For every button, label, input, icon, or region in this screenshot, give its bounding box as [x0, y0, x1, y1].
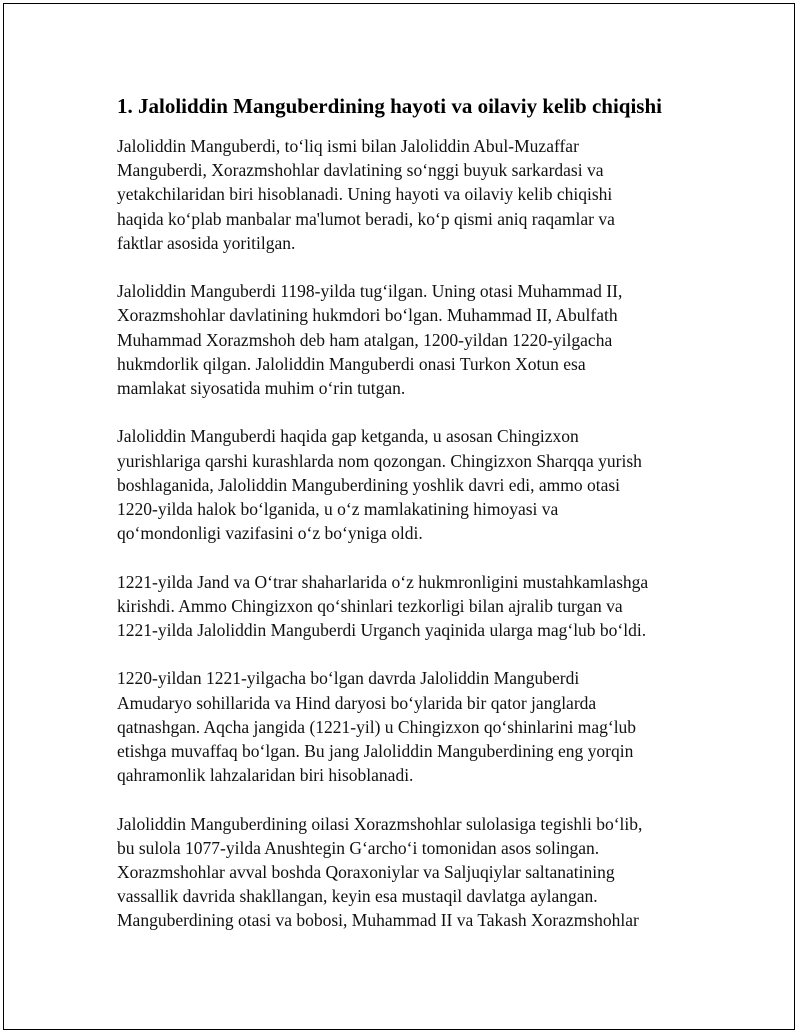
section-heading: 1. Jaloliddin Manguberdining hayoti va oilaviy kelib chiqishi	[117, 94, 662, 118]
paragraph-line: faktlar asosida yoritilgan.	[117, 232, 296, 253]
paragraph-line: Jaloliddin Manguberdi 1198-yilda tug‘ilgan. Uning otasi Muhammad II,	[117, 281, 623, 302]
paragraph-line: Jaloliddin Manguberdi haqida gap ketganda, u asosan Chingizxon	[117, 426, 579, 447]
paragraph-line: qahramonlik lahzalaridan biri hisoblanadi.	[117, 765, 414, 786]
paragraph-line: Manguberdining otasi va bobosi, Muhammad II va Takash Xorazmshohlar	[117, 910, 639, 931]
paragraph	[117, 570, 687, 643]
paragraph-line: Amudaryo sohillarida va Hind daryosi bo‘ylarida bir qator janglarda	[117, 692, 597, 713]
paragraph-line: yetakchilaridan biri hisoblanadi. Uning hayoti va oilaviy kelib chiqishi	[117, 184, 613, 205]
paragraph	[117, 424, 687, 545]
paragraph-line: Muhammad Xorazmshoh deb ham atalgan, 1200-yildan 1220-yilgacha	[117, 329, 613, 350]
paragraph-line: boshlaganida, Jaloliddin Manguberdining yoshlik davri edi, ammo otasi	[117, 474, 621, 495]
paragraph-line: mamlakat siyosatida muhim o‘rin tutgan.	[117, 378, 406, 399]
paragraph-line: Xorazmshohlar davlatining hukmdori bo‘lgan. Muhammad II, Abulfath	[117, 305, 618, 326]
paragraph-line: qatnashgan. Aqcha jangida (1221-yil) u Chingizxon qo‘shinlarini mag‘lub	[117, 716, 637, 737]
paragraph-line: hukmdorlik qilgan. Jaloliddin Manguberdi onasi Turkon Xotun esa	[117, 353, 586, 374]
paragraph-line: haqida ko‘plab manbalar ma'lumot beradi, ko‘p qismi aniq raqamlar va	[117, 208, 615, 229]
paragraph-line: kirishdi. Ammo Chingizxon qo‘shinlari tezkorligi bilan ajralib turgan va	[117, 595, 623, 616]
paragraph-line: Xorazmshohlar avval boshda Qoraxoniylar va Saljuqiylar saltanatining	[117, 862, 615, 883]
paragraph-line: 1220-yilda halok bo‘lganida, u o‘z mamlakatining himoyasi va	[117, 499, 559, 520]
paragraph-line: Jaloliddin Manguberdining oilasi Xorazmshohlar sulolasiga tegishli bo‘lib,	[117, 813, 643, 834]
paragraph	[117, 666, 687, 787]
document-content	[117, 92, 687, 957]
paragraph-list	[117, 134, 687, 933]
paragraph	[117, 134, 687, 255]
paragraph-line: bu sulola 1077-yilda Anushtegin G‘archo‘i tomonidan asos solingan.	[117, 837, 600, 858]
paragraph-line: etishga muvaffaq bo‘lgan. Bu jang Jaloliddin Manguberdining eng yorqin	[117, 741, 634, 762]
paragraph-line: vassallik davrida shakllangan, keyin esa mustaqil davlatga aylangan.	[117, 886, 598, 907]
document-page	[3, 3, 795, 1030]
paragraph-line: 1220-yildan 1221-yilgacha bo‘lgan davrda Jaloliddin Manguberdi	[117, 668, 580, 689]
paragraph-line: yurishlariga qarshi kurashlarda nom qozongan. Chingizxon Sharqqa yurish	[117, 450, 642, 471]
paragraph-line: 1221-yilda Jaloliddin Manguberdi Urganch yaqinida ularga mag‘lub bo‘ldi.	[117, 620, 647, 641]
paragraph-line: qo‘mondonligi vazifasini o‘z bo‘yniga oldi.	[117, 523, 423, 544]
paragraph	[117, 812, 687, 933]
paragraph-line: 1221-yilda Jand va O‘trar shaharlarida o‘z hukmronligini mustahkamlashga	[117, 571, 649, 592]
paragraph-line: Manguberdi, Xorazmshohlar davlatining so‘nggi buyuk sarkardasi va	[117, 160, 604, 181]
paragraph-line: Jaloliddin Manguberdi, to‘liq ismi bilan Jaloliddin Abul-Muzaffar	[117, 136, 579, 156]
paragraph	[117, 279, 687, 400]
